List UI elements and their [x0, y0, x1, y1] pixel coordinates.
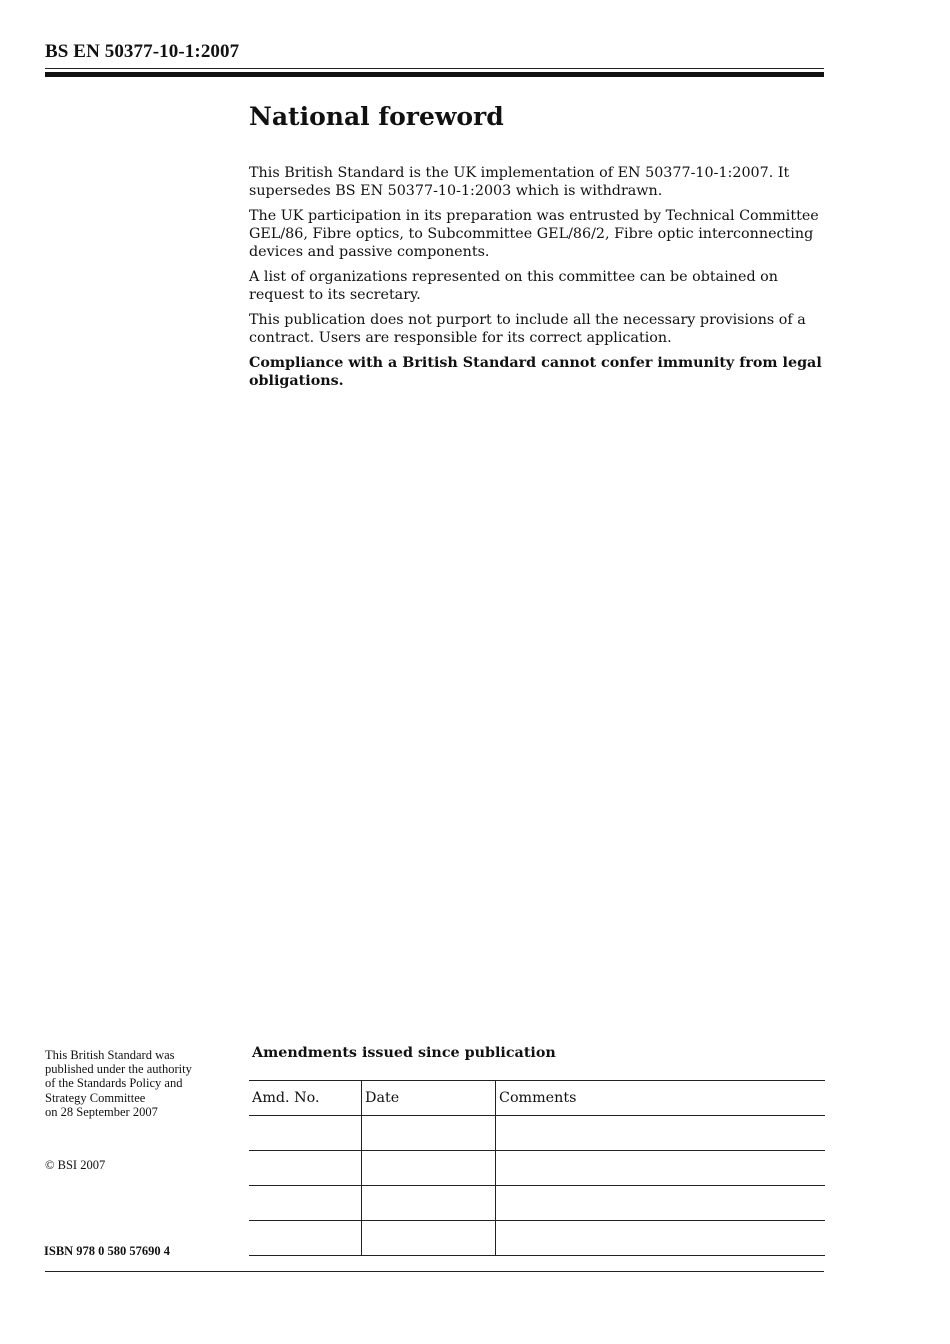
- foreword-body: [249, 164, 829, 397]
- amendments-heading: Amendments issued since publication: [252, 1045, 556, 1061]
- table-cell: [362, 1186, 496, 1221]
- foreword-paragraph: This publication does not purport to include all the necessary provisions of a contract. Users are responsible for its correct application.: [249, 312, 806, 346]
- header-rule-thick: [45, 72, 824, 77]
- column-header-date: Date: [362, 1081, 496, 1116]
- isbn: ISBN 978 0 580 57690 4: [44, 1244, 171, 1258]
- table-cell: [362, 1151, 496, 1186]
- table-cell: [249, 1186, 362, 1221]
- table-cell: [362, 1116, 496, 1151]
- imprint-line: This British Standard was: [45, 1048, 175, 1062]
- imprint-line: published under the authority: [45, 1062, 192, 1077]
- foreword-paragraph: This British Standard is the UK implementation of EN 50377-10-1:2007. It supersedes BS EN 50377-10-1:2003 which is withdrawn.: [249, 165, 790, 199]
- table-row: [249, 1186, 825, 1221]
- page-title: National foreword: [249, 102, 504, 131]
- imprint-line: on 28 September 2007: [45, 1104, 158, 1119]
- table-cell: [496, 1221, 826, 1256]
- table-row: [249, 1151, 825, 1186]
- compliance-notice: Compliance with a British Standard cannot confer immunity from legal obligations.: [249, 355, 822, 389]
- table-header-row: [249, 1081, 825, 1116]
- column-header-comments: Comments: [496, 1081, 826, 1116]
- copyright-notice: © BSI 2007: [45, 1158, 106, 1172]
- table-row: [249, 1116, 825, 1151]
- table-cell: [496, 1151, 826, 1186]
- publication-imprint: [45, 1048, 240, 1119]
- table-cell: [362, 1221, 496, 1256]
- document-id: BS EN 50377-10-1:2007: [45, 41, 240, 62]
- header-rule-thin: [45, 68, 824, 69]
- amendments-table: [249, 1080, 825, 1256]
- table-cell: [496, 1186, 826, 1221]
- foreword-paragraph: A list of organizations represented on this committee can be obtained on request to its secretary.: [249, 269, 778, 303]
- table-row: [249, 1221, 825, 1256]
- table-cell: [249, 1116, 362, 1151]
- table-cell: [496, 1116, 826, 1151]
- imprint-line: of the Standards Policy and: [45, 1076, 183, 1091]
- table-cell: [249, 1151, 362, 1186]
- table-cell: [249, 1221, 362, 1256]
- foreword-paragraph: The UK participation in its preparation was entrusted by Technical Committee GEL/86, Fibre optics, to Subcommittee GEL/86/2, Fibre optic interconnecting devices and passive components.: [249, 208, 819, 260]
- column-header-amd-no: Amd. No.: [249, 1081, 362, 1116]
- imprint-line: Strategy Committee: [45, 1090, 146, 1105]
- footer-rule: [45, 1271, 824, 1272]
